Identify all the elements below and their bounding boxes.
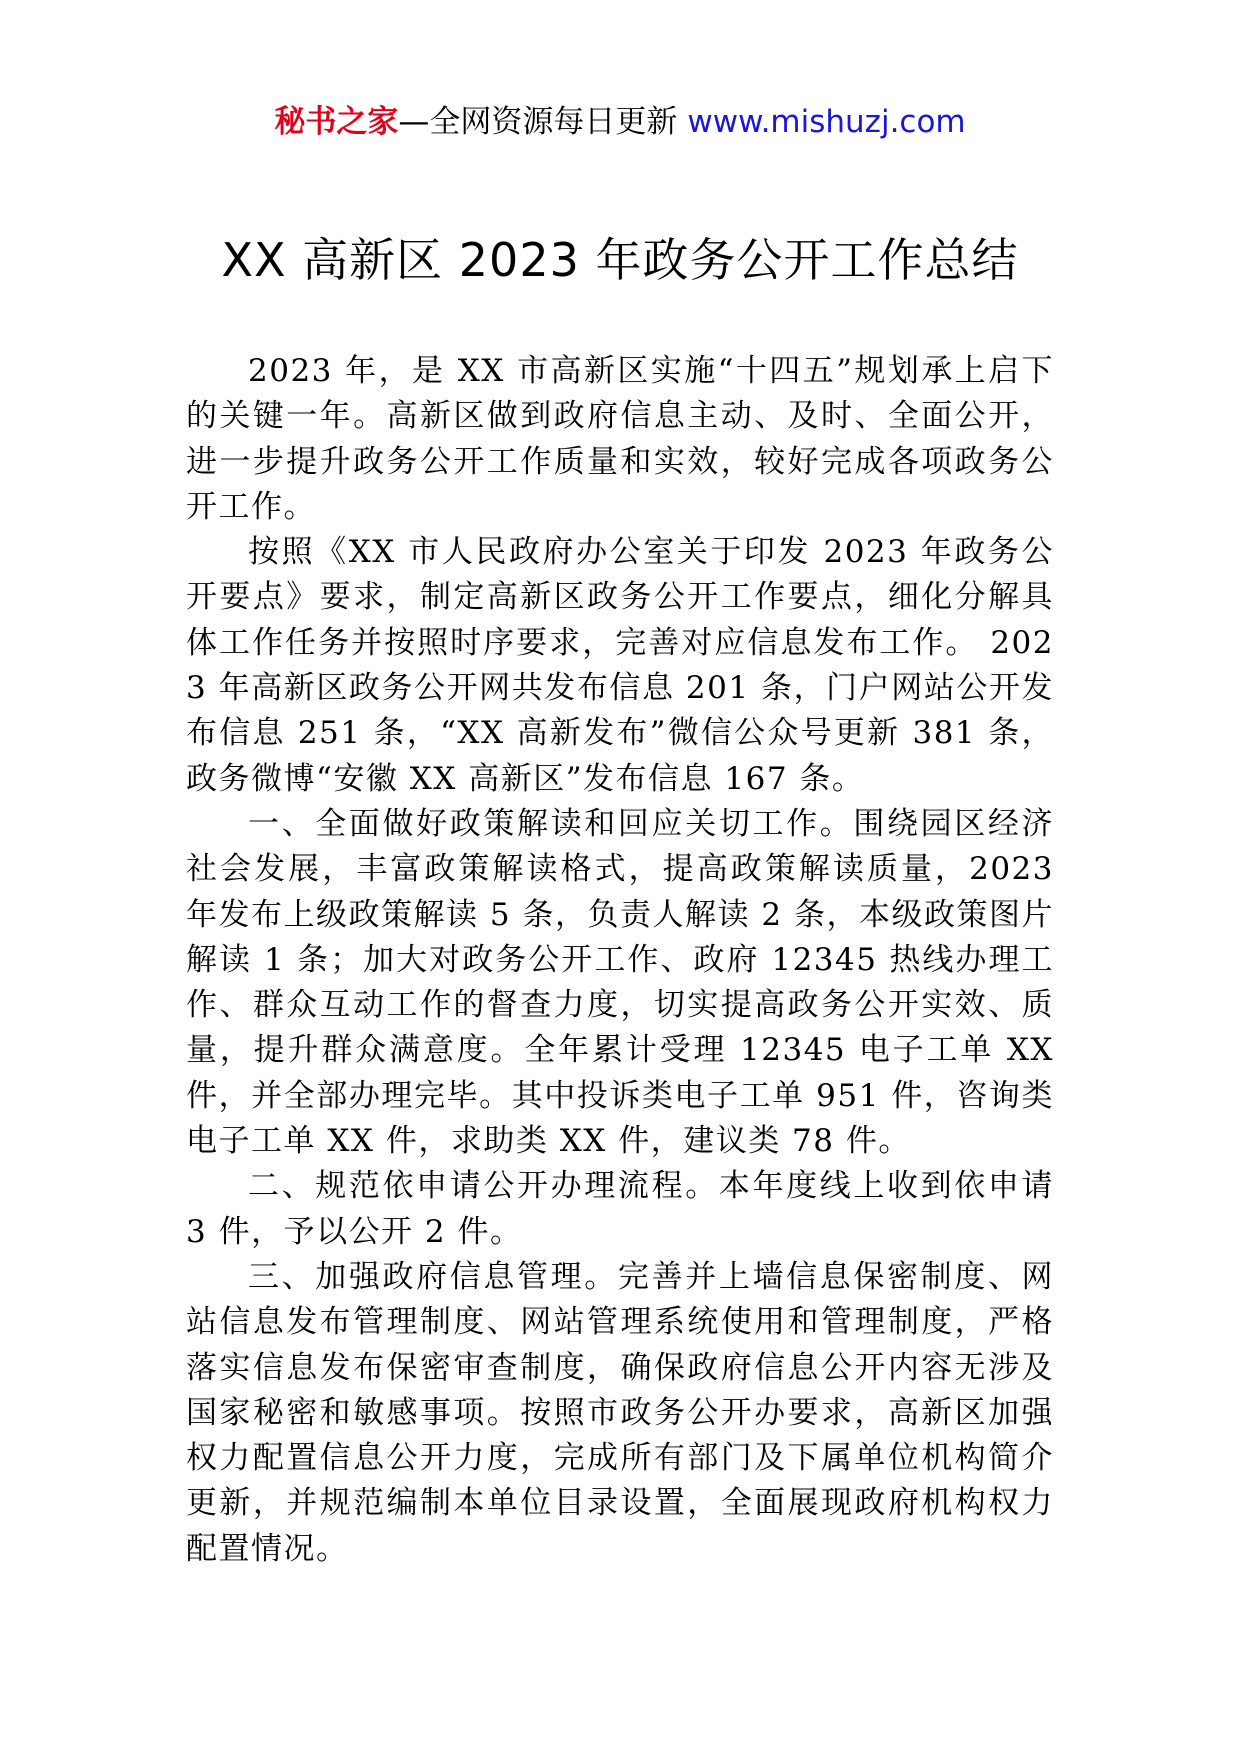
paragraph-section-3: 三、加强政府信息管理。完善并上墙信息保密制度、网站信息发布管理制度、网站管理系统使用和管理制度，严格落实信息发布保密审查制度，确保政府信息公开内容无涉及国家秘密和敏感事项。按照市政务公开办要求，高新区加强权力配置信息公开力度，完成所有部门及下属单位机构简介更新，并规范编制本单位目录设置，全面展现政府机构权力配置情况。 [186, 1258, 1054, 1567]
site-link[interactable]: www.mishuzj.com [687, 104, 966, 140]
document-title: XX 高新区 2023 年政务公开工作总结 [221, 233, 1019, 287]
paragraph-section-2: 二、规范依申请公开办理流程。本年度线上收到依申请 3 件，予以公开 2 件。 [186, 1168, 1054, 1250]
paragraph-section-1: 一、全面做好政策解读和回应关切工作。围绕园区经济社会发展，丰富政策解读格式，提高政策解读质量，2023 年发布上级政策解读 5 条，负责人解读 2 条，本级政策图片解读 1 条；加大对政务公开工作、政府 12345 热线办理工作、群众互动工作的督查力度，切实提高政务公开实效、质量，提升群众满意度。全年累计受理 12345 电子工单 XX 件，并全部办理完毕。其中投诉类电子工单 951 件，咨询类电子工单 XX 件，求助类 XX 件，建议类 78 件。 [186, 805, 1054, 1160]
document-body [186, 349, 1054, 1572]
header-tagline: —全网资源每日更新 [398, 104, 678, 140]
paragraph-intro: 2023 年，是 XX 市高新区实施“十四五”规划承上启下的关键一年。高新区做到政府信息主动、及时、全面公开，进一步提升政务公开工作质量和实效，较好完成各项政务公开工作。 [186, 353, 1054, 525]
brand-name: 秘书之家 [274, 104, 399, 140]
paragraph-overview: 按照《XX 市人民政府办公室关于印发 2023 年政务公开要点》要求，制定高新区政务公开工作要点，细化分解具体工作任务并按照时序要求，完善对应信息发布工作。 2023 年高新区政务公开网共发布信息 201 条，门户网站公开发布信息 251 条，“XX 高新发布”微信公众号更新 381 条，政务微博“安徽 XX 高新区”发布信息 167 条。 [186, 534, 1054, 797]
page-header [0, 100, 1240, 144]
